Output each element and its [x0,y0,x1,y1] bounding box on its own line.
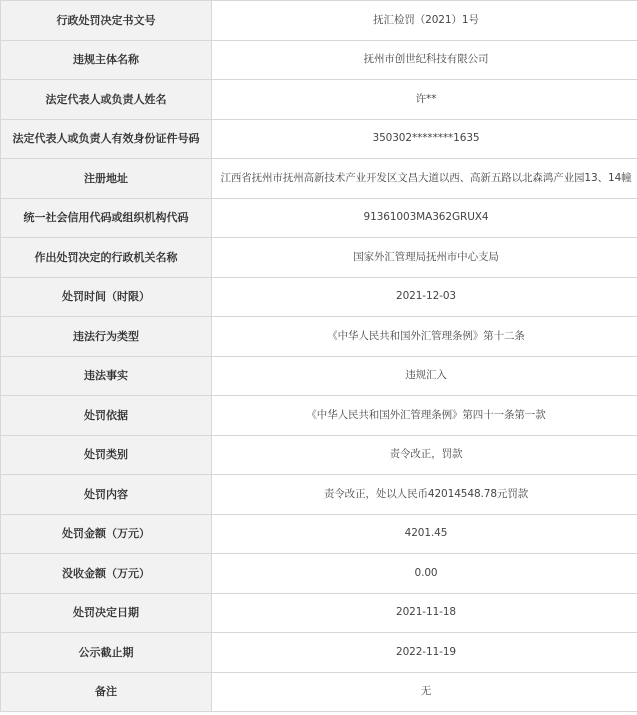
violation-type-value: 《中华人民共和国外汇管理条例》第十二条 [212,317,637,357]
penalty-time-label: 处罚时间（时限） [1,277,212,317]
registered-address-value: 江西省抚州市抚州高新技术产业开发区文昌大道以西、高新五路以北森鸿产业园13、14幢 [212,159,637,199]
row-penalty-basis [1,396,637,436]
credit-code-value: 91361003MA362GRUX4 [212,198,637,238]
entity-name-label: 违规主体名称 [1,40,212,80]
confiscation-amount-label: 没收金额（万元） [1,554,212,594]
publicity-deadline-label: 公示截止期 [1,633,212,673]
row-penalty-category [1,435,637,475]
registered-address-label: 注册地址 [1,159,212,199]
row-remarks [1,672,637,712]
row-registered-address [1,159,637,199]
penalty-category-label: 处罚类别 [1,435,212,475]
authority-name-label: 作出处罚决定的行政机关名称 [1,238,212,278]
publicity-deadline-value: 2022-11-19 [212,633,637,673]
row-credit-code [1,198,637,238]
decision-date-value: 2021-11-18 [212,593,637,633]
legal-rep-id-label: 法定代表人或负责人有效身份证件号码 [1,119,212,159]
penalty-time-value: 2021-12-03 [212,277,637,317]
credit-code-label: 统一社会信用代码或组织机构代码 [1,198,212,238]
penalty-content-value: 责令改正，处以人民币42014548.78元罚款 [212,475,637,515]
violation-type-label: 违法行为类型 [1,317,212,357]
row-penalty-time [1,277,637,317]
penalty-amount-label: 处罚金额（万元） [1,514,212,554]
penalty-category-value: 责令改正，罚款 [212,435,637,475]
row-publicity-deadline [1,633,637,673]
confiscation-amount-value: 0.00 [212,554,637,594]
row-decision-number [1,1,637,41]
violation-facts-label: 违法事实 [1,356,212,396]
entity-name-value: 抚州市创世纪科技有限公司 [212,40,637,80]
decision-number-label: 行政处罚决定书文号 [1,1,212,41]
row-legal-rep-id [1,119,637,159]
legal-rep-name-value: 许** [212,80,637,120]
remarks-label: 备注 [1,672,212,712]
penalty-content-label: 处罚内容 [1,475,212,515]
row-penalty-content [1,475,637,515]
row-penalty-amount [1,514,637,554]
penalty-info-table-body [1,1,637,712]
row-entity-name [1,40,637,80]
decision-number-value: 抚汇检罚（2021）1号 [212,1,637,41]
row-violation-facts [1,356,637,396]
violation-facts-value: 违规汇入 [212,356,637,396]
row-legal-rep-name [1,80,637,120]
row-authority-name [1,238,637,278]
legal-rep-name-label: 法定代表人或负责人姓名 [1,80,212,120]
penalty-amount-value: 4201.45 [212,514,637,554]
penalty-basis-label: 处罚依据 [1,396,212,436]
penalty-basis-value: 《中华人民共和国外汇管理条例》第四十一条第一款 [212,396,637,436]
remarks-value: 无 [212,672,637,712]
decision-date-label: 处罚决定日期 [1,593,212,633]
authority-name-value: 国家外汇管理局抚州市中心支局 [212,238,637,278]
row-confiscation-amount [1,554,637,594]
row-violation-type [1,317,637,357]
legal-rep-id-value: 350302********1635 [212,119,637,159]
row-decision-date [1,593,637,633]
